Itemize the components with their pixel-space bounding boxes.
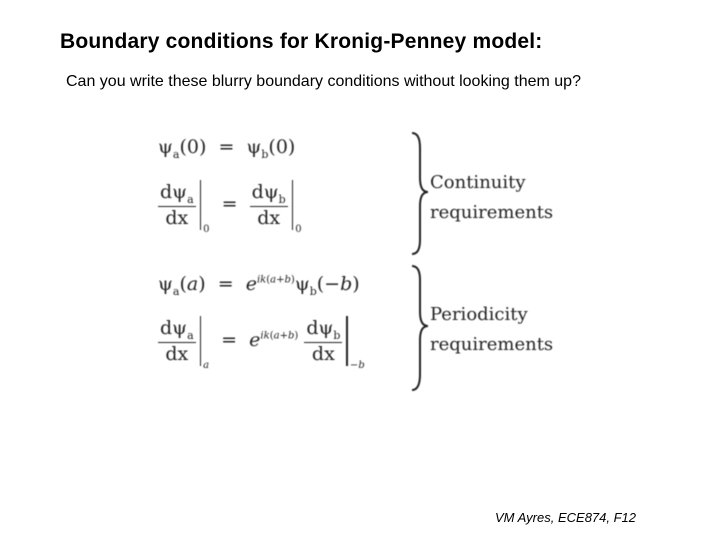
brace-icon [402, 128, 432, 398]
periodicity-label-line2: requirements [430, 334, 554, 355]
continuity-label-line1: Continuity [430, 172, 526, 193]
slide-footer: VM Ayres, ECE874, F12 [495, 510, 637, 525]
slide-subtitle: Can you write these blurry boundary conditions without looking them up? [66, 73, 581, 90]
boundary-conditions-figure [150, 128, 570, 398]
equation-periodicity-value: $\psi_a(a) = e^{ik(a+b)}\psi_b(-b)$ [158, 273, 360, 298]
continuity-label [430, 168, 553, 228]
equation-continuity-value: $\psi_a(0) = \psi_b(0)$ [158, 136, 296, 161]
equation-periodicity-derivative: $\frac{d\psi_a}{dx}$ $_a = e^{ik(a+b)}$ $\frac{d\psi_b}{dx}$ $_{-b}$ [160, 317, 365, 371]
equation-continuity-derivative: $\frac{d\psi_a}{dx}$ $_0$ = $\frac{d\psi_b}{dx}$ $_0$ [160, 181, 302, 235]
slide-title: Boundary conditions for Kronig-Penney model: [60, 30, 543, 53]
periodicity-label [430, 300, 553, 360]
periodicity-label-line1: Periodicity [430, 304, 528, 325]
continuity-label-line2: requirements [430, 202, 554, 223]
